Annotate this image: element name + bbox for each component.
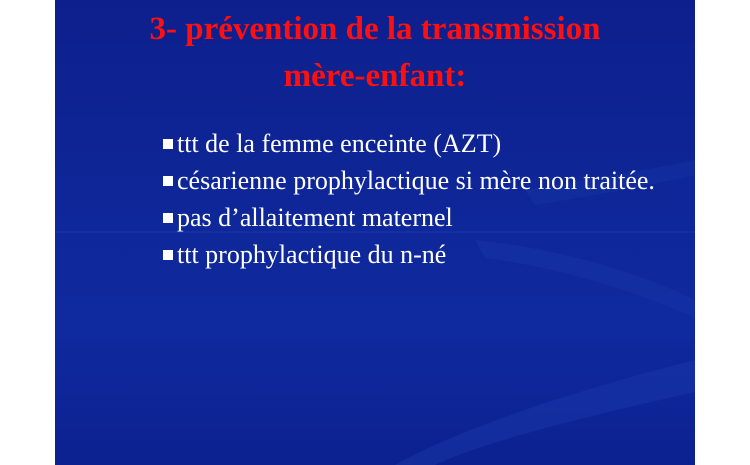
square-bullet-icon [163,250,173,260]
bullet-text: césarienne prophylactique si mère non traitée. [177,166,655,195]
bullet-item [163,128,683,159]
bullet-text: pas d’allaitement maternel [177,203,453,232]
bullet-item [163,165,683,196]
bullet-item [163,202,683,233]
bullet-list [163,128,683,276]
slide-title [55,6,695,100]
square-bullet-icon [163,139,173,149]
slide [55,0,695,465]
square-bullet-icon [163,213,173,223]
bullet-text: ttt prophylactique du n-né [177,240,447,269]
slide-title-line-2: mère-enfant: [283,58,467,94]
square-bullet-icon [163,176,173,186]
slide-title-line-1: 3- prévention de la transmission [149,11,601,47]
bullet-text: ttt de la femme enceinte (AZT) [177,129,502,158]
bullet-item [163,239,683,270]
